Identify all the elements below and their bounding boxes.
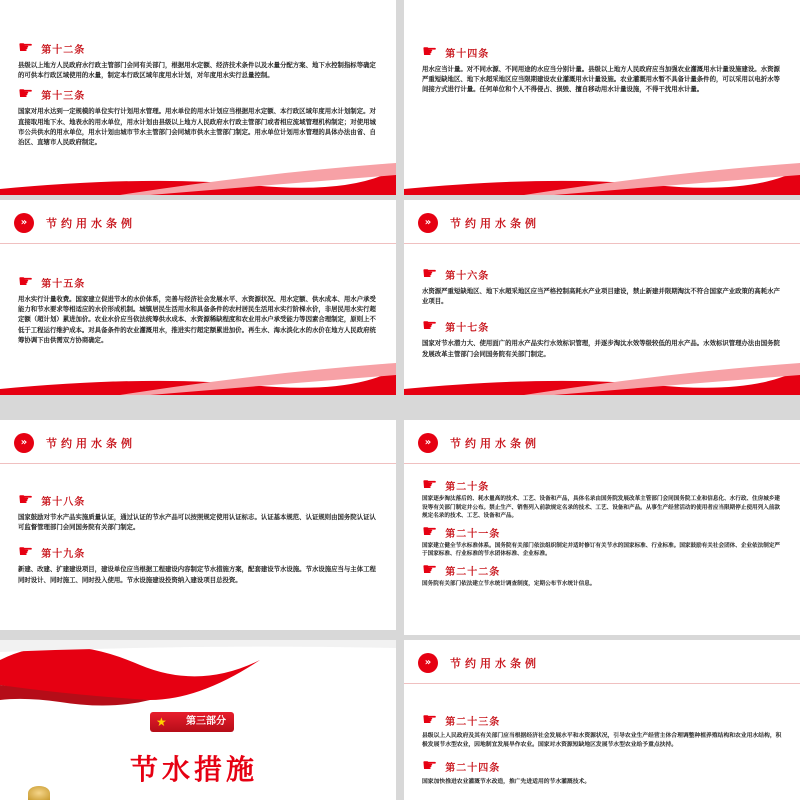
double-chevron-icon: »: [418, 433, 438, 453]
double-chevron-icon: »: [14, 433, 34, 453]
slide-article-15: [0, 200, 396, 395]
article-text: 用水实行计量收费。国家建立促进节水的水价体系，完善与经济社会发展水平、水资源状况、用水定额、供水成本、用水户承受能力和节水要求等相适应的水价形成机制。城镇居民生活用水和具备条件的农村居民生活用水实行阶梯水价，非居民用水实行超定额（超计划）累进加价。农业水价应当依法统筹供水成本、水资源稀缺程度和农业用水户承受能力等因素合理制定，原则上不低于工程运行维护成本。对具备条件的农业灌溉用水，推进实行超定额累进加价。再生水、海水淡化水的水价在地方人民政府统筹协调下由供需双方协商确定。: [18, 295, 376, 344]
article-text: 新建、改建、扩建建设项目，建设单位应当根据工程建设内容制定节水措施方案，配套建设节水设施。节水设施应当与主体工程同时设计、同时施工、同时投入使用。节水设施建设投资纳入建设项目总投资。: [18, 565, 376, 584]
pointing-hand-icon: ☛: [422, 559, 438, 580]
slide-header: [404, 640, 800, 684]
article-heading: [422, 521, 782, 542]
article-heading: [422, 758, 782, 775]
header-divider: [404, 463, 800, 464]
slide-article-23-24: [404, 640, 800, 800]
header-divider: [404, 243, 800, 244]
slide-header-title: 节约用水条例: [450, 437, 540, 450]
article-title: 第十六条: [445, 271, 490, 282]
article-heading: [422, 712, 782, 729]
article-text: 国家对用水达到一定规模的单位实行计划用水管理。用水单位的用水计划应当根据用水定额、本行政区域年度用水计划制定。对直接取用地下水、地表水的用水单位，用水计划由县级以上地方人民政府水行政主管部门或者相应流域管理机构制定；对使用城市公共供水的用水单位，用水计划由城市节水主管部门会同城市供水主管部门制定。用水单位计划用水管理的具体办法由省、自治区、直辖市人民政府制定。: [18, 107, 376, 147]
article-heading: [422, 477, 782, 494]
pointing-hand-icon: ☛: [18, 84, 34, 105]
article-heading: [422, 44, 782, 61]
pointing-hand-icon: ☛: [422, 710, 438, 730]
pointing-hand-icon: ☛: [422, 264, 438, 284]
section-label: 第三部分: [186, 716, 226, 727]
article-heading: [18, 274, 378, 291]
article-heading: [422, 559, 782, 580]
double-chevron-icon: »: [418, 213, 438, 233]
star-icon: ★: [156, 715, 167, 729]
article-title: 第十三条: [41, 91, 86, 103]
slide-article-18-19: [0, 420, 396, 630]
article-title: 第二十四条: [445, 763, 501, 774]
article-text: 县级以上人民政府及其有关部门应当根据经济社会发展水平和水资源状况，引导农业生产经营主体合理调整种植养殖结构和农业用水结构，积极发展节水型农业，因地制宜发展旱作农业。国家对水资源短缺地区发展节水型农业给予重点扶持。: [422, 733, 782, 748]
article-title: 第二十一条: [445, 528, 501, 540]
pointing-hand-icon: ☛: [422, 42, 438, 62]
slide-header-title: 节约用水条例: [450, 657, 540, 670]
article-title: 第十七条: [445, 323, 490, 335]
slide-section-cover: [0, 640, 396, 800]
article-title: 第十五条: [41, 279, 86, 290]
article-heading: [422, 266, 782, 283]
pointing-hand-icon: ☛: [18, 542, 34, 563]
slide-header-title: 节约用水条例: [46, 217, 136, 230]
pointing-hand-icon: ☛: [18, 490, 34, 510]
article-text: 县级以上地方人民政府水行政主管部门会同有关部门，根据用水定额、经济技术条件以及水量分配方案、地下水控制指标等确定的可供本行政区域使用的水量，制定本行政区域年度用水计划，对年度用水实行总量控制。: [18, 61, 376, 80]
article-title: 第二十条: [445, 482, 490, 493]
red-wave-decoration: [404, 355, 800, 395]
article-title: 第十八条: [41, 497, 86, 508]
slide-header: [0, 200, 396, 244]
pointing-hand-icon: ☛: [422, 475, 438, 495]
article-heading: [18, 492, 378, 509]
slide-header-title: 节约用水条例: [450, 217, 540, 230]
section-badge: [150, 712, 234, 732]
article-heading: [18, 40, 378, 57]
pointing-hand-icon: ☛: [422, 316, 438, 337]
article-heading: [18, 86, 378, 103]
slide-header-title: 节约用水条例: [46, 437, 136, 450]
slide-article-12-13: [0, 0, 396, 195]
article-text: 水资源严重短缺地区、地下水超采地区应当严格控制高耗水产业项目建设，禁止新建并限期淘汰不符合国家产业政策的高耗水产业项目。: [422, 287, 780, 306]
article-title: 第十四条: [445, 49, 490, 60]
pointing-hand-icon: ☛: [18, 272, 34, 292]
article-title: 第十九条: [41, 549, 86, 561]
pointing-hand-icon: ☛: [422, 521, 438, 542]
article-heading: [18, 544, 378, 561]
red-wave-decoration: [0, 155, 396, 195]
header-divider: [0, 243, 396, 244]
double-chevron-icon: »: [14, 213, 34, 233]
header-divider: [0, 463, 396, 464]
article-text: 国家建立健全节水标准体系。国务院有关部门依法组织制定并适时修订有关节水的国家标准、行业标准。国家鼓励有关社会团体、企业依法制定严于国家标准、行业标准的节水团体标准、企业标准。: [422, 542, 781, 558]
article-heading: [422, 318, 782, 335]
slide-article-20-22: [404, 420, 800, 635]
article-text: 国务院有关部门依法建立节水统计调查制度，定期公布节水统计信息。: [422, 580, 596, 587]
article-text: 国家加快推进农业灌溉节水改造，推广先进适用的节水灌溉技术。: [422, 779, 591, 785]
article-text: 国家对节水潜力大、使用面广的用水产品实行水效标识管理，并逐步淘汰水效等级较低的用水产品。水效标识管理办法由国务院发展改革主管部门会同国务院有关部门制定。: [422, 339, 780, 358]
slide-header: [404, 200, 800, 244]
article-title: 第十二条: [41, 45, 86, 56]
slide-article-16-17: [404, 200, 800, 395]
double-chevron-icon: »: [418, 653, 438, 673]
article-title: 第二十二条: [445, 566, 501, 578]
pointing-hand-icon: ☛: [18, 38, 34, 58]
pointing-hand-icon: ☛: [422, 756, 438, 776]
article-text: 国家鼓励对节水产品实施质量认证，通过认证的节水产品可以按照规定使用认证标志。认证基本规范、认证规则由国务院认证认可监督管理部门会同国务院有关部门制定。: [18, 513, 376, 532]
red-wave-decoration: [0, 355, 396, 395]
slide-article-14: [404, 0, 800, 195]
article-text: 国家逐步淘汰落后的、耗水量高的技术、工艺、设备和产品，具体名录由国务院发展改革主管部门会同国务院工业和信息化、水行政、住房城乡建设等有关部门制定并公布。禁止生产、销售列入前款规定名录的技术、工艺、设备和产品。从事生产经营活动的使用者应当限期停止使用列入前款规定名录的技术、工艺、设备和产品。: [422, 496, 781, 520]
article-title: 第二十三条: [445, 717, 501, 728]
slide-header: [404, 420, 800, 464]
slide-header: [0, 420, 396, 464]
section-title: 节水措施: [130, 753, 259, 786]
red-wave-decoration: [404, 155, 800, 195]
gold-ornament: [28, 786, 50, 800]
header-divider: [404, 683, 800, 684]
article-text: 用水应当计量。对不同水源、不同用途的水应当分别计量。县级以上地方人民政府应当加强农业灌溉用水计量设施建设。水资源严重短缺地区、地下水超采地区应当限期建设农业灌溉用水计量设施。农业灌溉用水暂不具备计量条件的，可以采用以电折水等间接方式进行计量。任何单位和个人不得侵占、损毁、擅自移动用水计量设施，不得干扰用水计量。: [422, 65, 780, 94]
